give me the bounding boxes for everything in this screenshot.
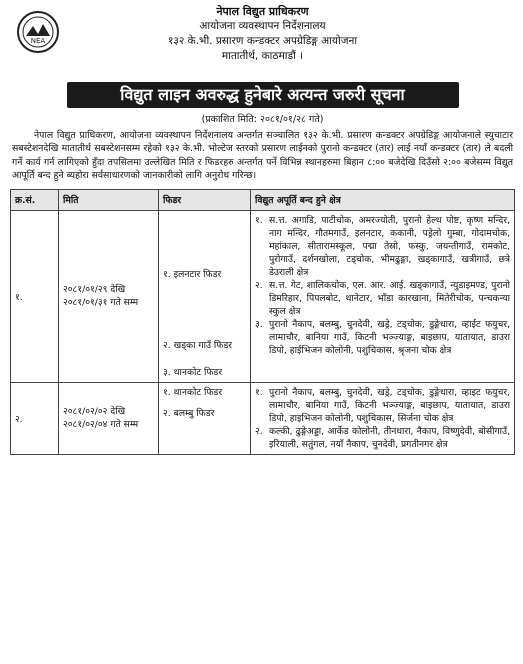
table-row xyxy=(11,210,515,382)
notice-paragraph: नेपाल विद्युत प्राधिकरण, आयोजना व्यवस्थापन निर्देशनालय अन्तर्गत सञ्चालित १३२ के.भी. प्रसारण कन्डक्टर अपग्रेडिङ्ग आयोजनाले स्युचाटार सबस्टेशनदेखि मातातीर्थ सबस्टेशनसम्म रहेको १३२ के.भी. भोल्टेज स्तरको प्रसारण लाईनको पुरानो कन्डक्टर (तार) लाई नयाँ कन्डक्टर (तार) ले बदली गर्ने कार्य गर्न लागिएको हुँदा तपसिलमा उल्लेखित मिति र फिडरहरु अन्तर्गत पर्ने विभिन्न स्थानहरुमा बिहान ८:०० बजेदेखि दिउँसो २:०० बजेसम्म विद्युत आपूर्ति बन्द हुने ब्यहोरा सर्वसाधारणको जानकारीको लागि अनुरोध गरिन्छ। xyxy=(12,130,513,182)
feeder-item: १. इलनटार फिडर xyxy=(163,268,222,280)
area-item: २. स.त्त. गेट, शालिकचोक, एल. आर. आई. खड्कागाउँ, न्युडाइमण्ड, पुरानो डिमरिहार, पिपलबोट, थानेटार, भाँडा कारखाना, मितेरीचोक, पन्चकन्या स्कुल क्षेत्र xyxy=(255,279,510,317)
letterhead xyxy=(10,4,515,82)
feeder-item: १. थानकोट फिडर xyxy=(163,386,223,398)
feeder-item: २. खड्का गाउँ फिडर xyxy=(163,339,233,351)
row-feeders xyxy=(159,210,251,382)
nea-logo-icon xyxy=(16,10,60,54)
published-date: (प्रकाशित मिति: २०८१/०१/२८ गते) xyxy=(201,114,324,125)
org-name: नेपाल विद्युत प्राधिकरण xyxy=(216,5,309,18)
area-item: २. कल्की, ढुङ्गेअड्डा, आर्केड कोलोनी, तीनधारा, नैकाप, विष्णुदेवी, बोसीगाउँ, इरियाली, सतुंगल, नयाँ नैकाप, चुनदेवी, प्रगतीनगर क्षेत्र xyxy=(255,425,510,450)
area-item: १. स.त्त. अगाडि, पाटीचोक, अमरज्योती, पुरानो हेल्थ पोष्ट, कृष्ण मन्दिर, नाग मन्दिर, गौतमगाउँ, इलनटार, ककानी, पड्रेलो गुम्बा, गोदामचोक, महांकाल, सीतारामस्कूल, पद्मा तेस्रो, फस्कु, जयन्तीगाउँ, रामकोट, पुरोगाउँ, दर्शनखोला, टड्चोक, भीमढुङ्गा, खड्कागाउँ, खत्रीगाउँ, छत्रे डेउराली क्षेत्र xyxy=(255,214,510,278)
table-header-row xyxy=(11,189,515,210)
row-date: २०८१/०२/०२ देखि २०८१/०२/०४ गते सम्म xyxy=(59,382,159,454)
directorate-name: आयोजना व्यवस्थापन निर्देशनालय xyxy=(199,20,326,32)
address: मातातीर्थ, काठमाडौं । xyxy=(221,50,304,62)
notice-title-banner: विद्युत लाइन अवरुद्ध हुनेबारे अत्यन्त जरुरी सूचना xyxy=(67,82,459,108)
col-header-feeder: फिडर xyxy=(159,189,251,210)
area-item: १. पुरानो नैकाप, बलम्बु, चुनदेवी, खड्रे, टड्चोक, डुङ्गेधारा, व्हाइट फयुचर, लामाचौर, बानिया गाउँ, किटनी भञ्ज्याङ्ग, बाइछाप, यातायात, डाउरा डिपो, हाइभिजन कोलोनी, पशुचिकास, सिर्जना चोक क्षेत्र xyxy=(255,386,510,424)
project-name: १३२ के.भी. प्रसारण कन्डक्टर अपग्रेडिङ्ग आयोजना xyxy=(167,35,358,47)
row-date: २०८१/०१/२९ देखि २०८१/०१/३१ गते सम्म xyxy=(59,210,159,382)
col-header-date: मिति xyxy=(59,189,159,210)
row-sn: २. xyxy=(11,382,59,454)
col-header-sn: क्र.सं. xyxy=(11,189,59,210)
col-header-area: विद्युत अपूर्ति बन्द हुने क्षेत्र xyxy=(251,189,515,210)
table-row xyxy=(11,382,515,454)
row-areas xyxy=(251,382,515,454)
feeder-item: ३. थानकोट फिडर xyxy=(163,366,223,378)
row-feeders xyxy=(159,382,251,454)
feeder-item: २. बलम्बु फिडर xyxy=(163,407,215,419)
row-sn: १. xyxy=(11,210,59,382)
row-areas xyxy=(251,210,515,382)
area-item: ३. पुरानो नैकाप, बलम्बु, चुनदेवी, खड्रे, टड्चोक, डुङ्गेधारा, व्हाईट फयुचर, लामाचौर, बानिया गाउँ, किटनी भञ्ज्याङ्ग, बाइछाप, यातायात, डाउरा डिपो, हाईभिजन कोलोनी, पशुचिकास, श्रृजना चोक क्षेत्र xyxy=(255,318,510,356)
outage-schedule-table xyxy=(10,189,515,455)
svg-text:NEA: NEA xyxy=(30,37,46,45)
